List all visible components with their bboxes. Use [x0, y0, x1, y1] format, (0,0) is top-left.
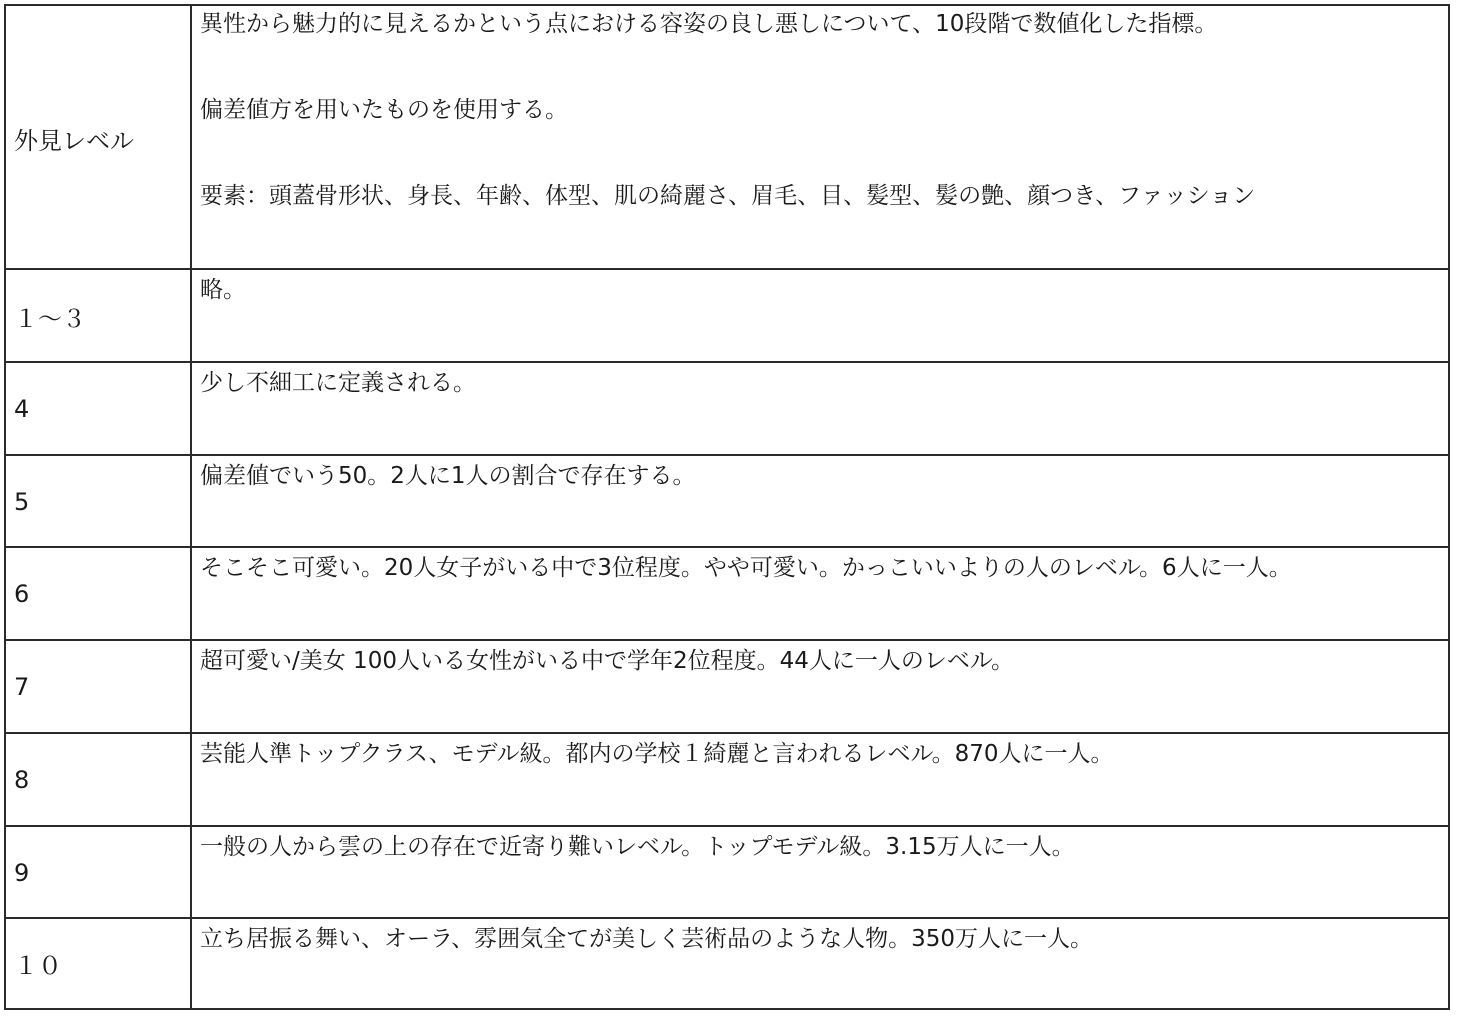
level-description: 少し不細工に定義される。: [200, 370, 476, 396]
level-description: 立ち居振る舞い、オーラ、雰囲気全てが美しく芸術品のような人物。350万人に一人。: [200, 926, 1094, 952]
description-cell: [192, 827, 1448, 919]
description-cell: [192, 548, 1448, 640]
level-label: 9: [14, 859, 30, 887]
level-label: １０: [14, 952, 62, 980]
description-cell: [192, 919, 1448, 1008]
level-cell: [6, 734, 192, 826]
method-text: 偏差値方を用いたものを使用する。: [200, 97, 568, 123]
level-cell: [6, 456, 192, 548]
level-description: 偏差値でいう50。2人に1人の割合で存在する。: [200, 463, 696, 489]
table-row: [6, 454, 1448, 548]
level-label: 6: [14, 580, 30, 608]
description-cell: [192, 641, 1448, 733]
level-description: 芸能人準トップクラス、モデル級。都内の学校１綺麗と言われるレベル。870人に一人。: [200, 741, 1114, 767]
level-description: そこそこ可愛い。20人女子がいる中で3位程度。やや可愛い。かっこいいよりの人のレベル。6人に一人。: [200, 555, 1292, 581]
level-cell: [6, 919, 192, 1008]
level-label: 5: [14, 488, 30, 516]
table-row: [6, 268, 1448, 362]
elements-text: 要素：頭蓋骨形状、身長、年齢、体型、肌の綺麗さ、眉毛、目、髪型、髪の艶、顔つき、ファッション: [200, 183, 1256, 209]
level-label: １〜３: [14, 304, 86, 333]
level-label: 7: [14, 673, 30, 701]
level-cell: [6, 363, 192, 455]
level-description: 一般の人から雲の上の存在で近寄り難いレベル。トップモデル級。3.15万人に一人。: [200, 834, 1075, 860]
level-description: 略。: [200, 277, 246, 303]
appearance-level-table: [4, 4, 1450, 1010]
table-row: [6, 917, 1448, 1008]
header-description-cell: [192, 6, 1448, 270]
header-label: 外見レベル: [14, 126, 134, 155]
level-cell: [6, 641, 192, 733]
description-cell: [192, 734, 1448, 826]
description-cell: [192, 270, 1448, 362]
level-cell: [6, 827, 192, 919]
table-header-row: [6, 6, 1448, 270]
table-row: [6, 546, 1448, 640]
description-cell: [192, 456, 1448, 548]
header-label-cell: [6, 6, 192, 270]
level-label: 4: [14, 395, 30, 423]
definition-text: 異性から魅力的に見えるかという点における容姿の良し悪しについて、10段階で数値化した指標。: [200, 11, 1218, 37]
level-label: 8: [14, 766, 30, 794]
level-cell: [6, 548, 192, 640]
description-cell: [192, 363, 1448, 455]
table-row: [6, 825, 1448, 919]
table-row: [6, 361, 1448, 455]
table-row: [6, 732, 1448, 826]
level-description: 超可愛い/美女 100人いる女性がいる中で学年2位程度。44人に一人のレベル。: [200, 648, 1015, 674]
table-row: [6, 639, 1448, 733]
level-cell: [6, 270, 192, 362]
